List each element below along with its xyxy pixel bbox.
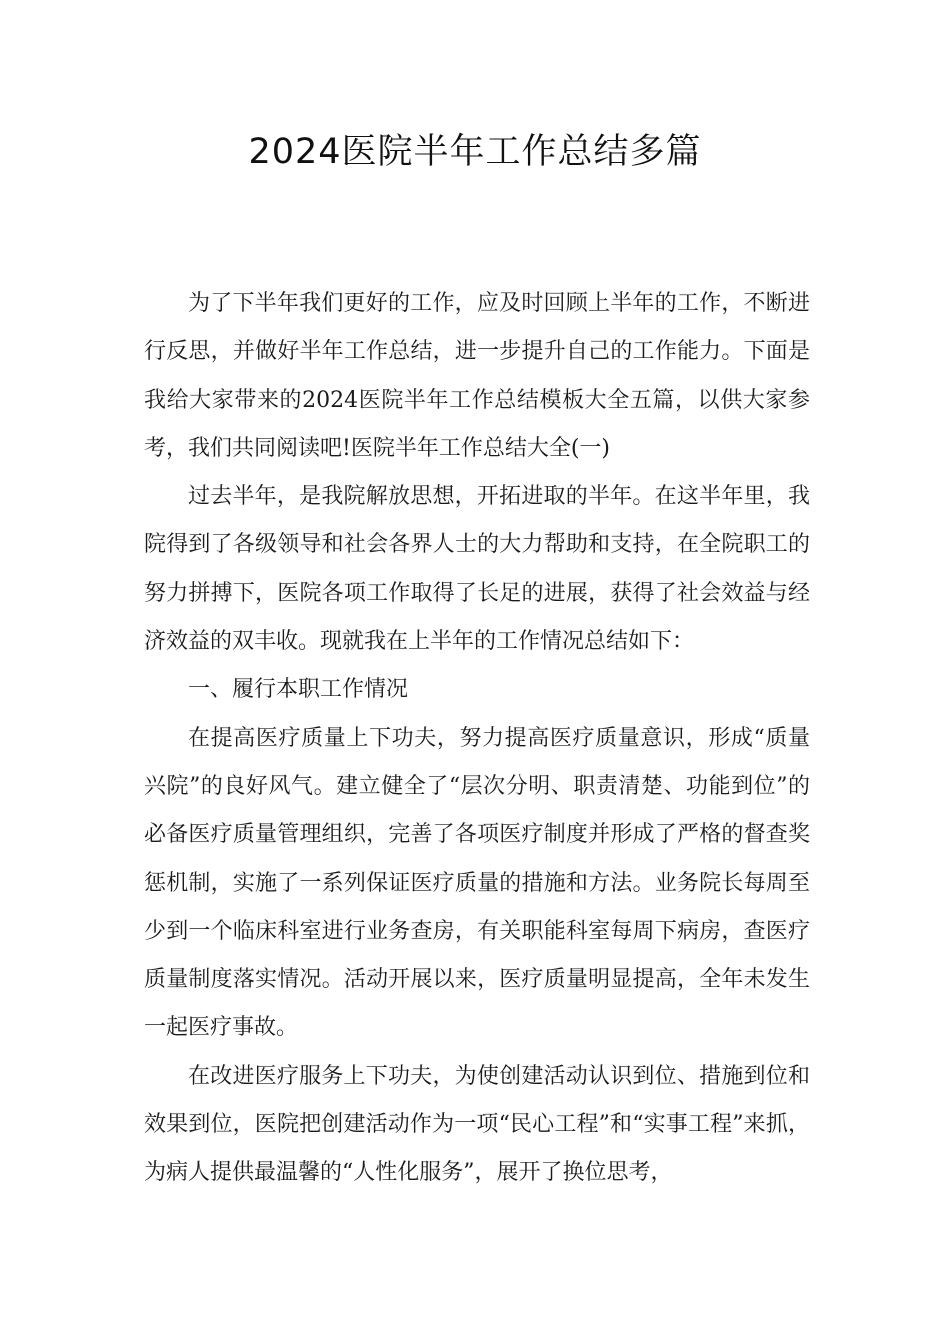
section-heading: 一、履行本职工作情况 bbox=[188, 677, 409, 703]
paragraph-overview: 过去半年，是我院解放思想，开拓进取的半年。在这半年里，我院得到了各级领导和社会各界人士的大力帮助和支持，在全院职工的努力拼搏下，医院各项工作取得了长足的进展，获得了社会效益与经济效益的双丰收。现就我在上半年的工作情况总结如下： bbox=[144, 484, 810, 655]
document-title: 2024医院半年工作总结多篇 bbox=[248, 132, 702, 172]
document-body bbox=[144, 280, 810, 1198]
paragraph-medical-quality: 在提高医疗质量上下功夫，努力提高医疗质量意识，形成“质量兴院”的良好风气。建立健全了“层次分明、职责清楚、功能到位”的必备医疗质量管理组织，完善了各项医疗制度并形成了严格的督查奖惩机制，实施了一系列保证医疗质量的措施和方法。业务院长每周至少到一个临床科室进行业务查房，有关职能科室每周下病房，查医疗质量制度落实情况。活动开展以来，医疗质量明显提高，全年未发生一起医疗事故。 bbox=[144, 725, 810, 1041]
paragraph-medical-service: 在改进医疗服务上下功夫，为使创建活动认识到位、措施到位和效果到位，医院把创建活动作为一项“民心工程”和“实事工程”来抓，为病人提供最温馨的“人性化服务”，展开了换位思考， bbox=[144, 1063, 810, 1186]
paragraph-intro: 为了下半年我们更好的工作，应及时回顾上半年的工作，不断进行反思，并做好半年工作总结，进一步提升自己的工作能力。下面是我给大家带来的2024医院半年工作总结模板大全五篇，以供大家参考，我们共同阅读吧!医院半年工作总结大全(一) bbox=[144, 291, 810, 461]
